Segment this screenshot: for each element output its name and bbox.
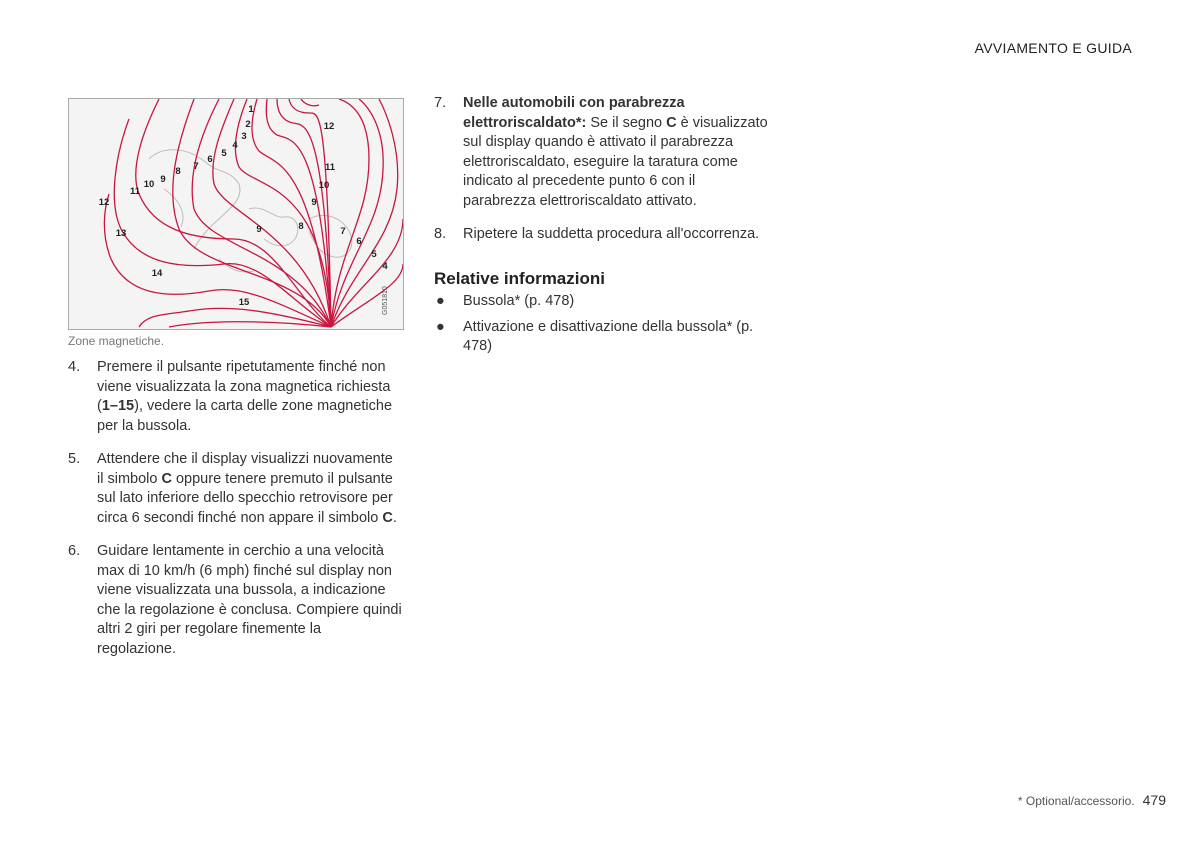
- isoline: [331, 99, 369, 327]
- zone-label: 9: [256, 224, 262, 235]
- left-column: [68, 358, 402, 673]
- zone-label: 2: [245, 119, 251, 130]
- bullet-icon: ●: [436, 293, 445, 309]
- section-header: AVVIAMENTO E GUIDA: [974, 40, 1132, 56]
- zone-label: 6: [356, 236, 362, 247]
- zone-label: 3: [241, 131, 247, 142]
- step-text: Ripetere la suddetta procedura all'occorrenza.: [463, 226, 760, 242]
- step-4: [68, 358, 402, 436]
- zone-label: 13: [115, 228, 127, 239]
- isoline: [213, 99, 331, 327]
- isoline: [136, 99, 331, 327]
- step-8: [434, 225, 770, 245]
- related-link-text: Bussola* (p. 478): [463, 293, 575, 309]
- zones-chart: [69, 99, 403, 329]
- step-text: Premere il pulsante ripetutamente finché non viene visualizzata la zona magnetica richiesta (1–15), vedere la carta delle zone magnetiche per la bussola.: [97, 359, 393, 434]
- related-link-compass-toggle[interactable]: [434, 318, 770, 357]
- zone-label: 4: [232, 140, 238, 151]
- right-column: [434, 94, 770, 363]
- zone-label: 9: [160, 174, 166, 185]
- step-number: 5.: [68, 451, 81, 467]
- zone-label: 1: [248, 104, 254, 115]
- zone-label: 15: [238, 297, 250, 308]
- zone-label: 12: [98, 197, 110, 208]
- zone-label: 5: [221, 148, 227, 159]
- step-text: Attendere che il display visualizzi nuovamente il simbolo C oppure tenere premuto il pulsante sul lato inferiore dello specchio retrovisore per circa 6 secondi finché non appare il simbolo C.: [97, 451, 397, 526]
- step-number: 7.: [434, 95, 447, 111]
- related-link-text: Attivazione e disattivazione della bussola* (p. 478): [463, 318, 754, 354]
- step-text: Guidare lentamente in cerchio a una velocità max di 10 km/h (6 mph) finché sul display non viene visualizzata una bussola, a indicazione che la regolazione è conclusa. Compiere quindi altri 2 giri per regolare finemente la regolazione.: [97, 543, 402, 657]
- figure-caption: Zone magnetiche.: [68, 334, 165, 348]
- zone-label: 11: [129, 186, 141, 197]
- bullet-icon: ●: [436, 318, 445, 335]
- isoline: [192, 99, 331, 327]
- magnetic-zones-map: [68, 98, 404, 330]
- isoline: [277, 99, 331, 327]
- related-link-compass[interactable]: [434, 292, 770, 312]
- footnote: * Optional/accessorio.: [1017, 794, 1135, 808]
- isoline: [169, 322, 331, 327]
- step-number: 4.: [68, 359, 81, 375]
- zone-label: 5: [371, 249, 377, 260]
- step-7: [434, 94, 770, 211]
- zone-label: 14: [151, 268, 163, 279]
- zone-label: 10: [143, 179, 155, 190]
- zone-label: 11: [324, 162, 336, 173]
- isoline: [331, 264, 403, 327]
- figure-code: G051810: [382, 286, 389, 315]
- zone-label: 7: [340, 226, 346, 237]
- zone-label: 10: [318, 180, 330, 191]
- zone-label: 8: [175, 166, 181, 177]
- step-number: 6.: [68, 543, 81, 559]
- zone-label: 4: [382, 261, 388, 272]
- zone-label: 7: [193, 161, 199, 172]
- related-heading: Relative informazioni: [434, 268, 605, 288]
- isoline: [301, 99, 319, 106]
- zone-label: 9: [311, 197, 317, 208]
- page-footer: [1018, 792, 1166, 808]
- zone-label: 8: [298, 221, 304, 232]
- step-6: [68, 542, 402, 659]
- step-text: Nelle automobili con parabrezza elettroriscaldato*: Se il segno C è visualizzato sul display quando è attivato il parabrezza elettroriscaldato, eseguire la taratura come indicato al precedente punto 6 con il parabrezza elettroriscaldato attivato.: [463, 95, 768, 209]
- zone-label: 12: [323, 121, 335, 132]
- page-number: 479: [1142, 792, 1166, 808]
- step-number: 8.: [434, 226, 447, 242]
- zone-label: 6: [207, 154, 213, 165]
- step-5: [68, 450, 402, 528]
